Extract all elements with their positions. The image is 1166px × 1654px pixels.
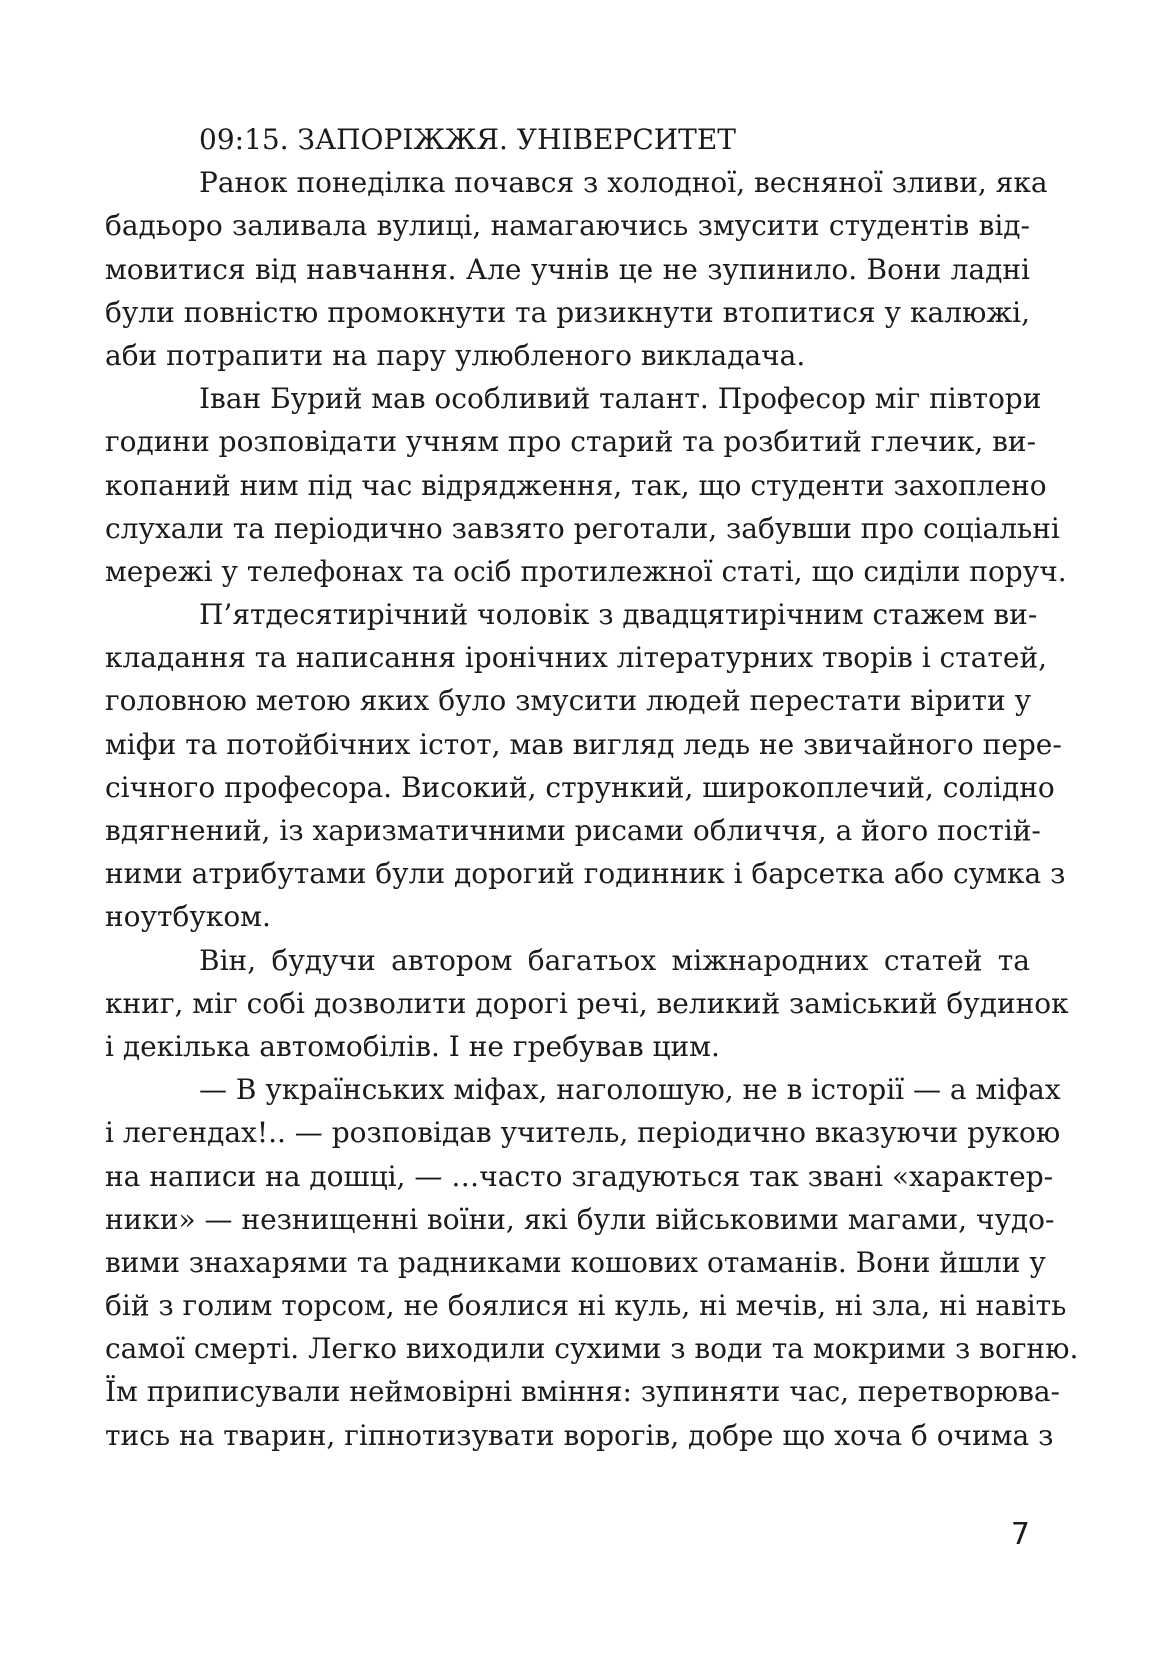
text-line: ноутбуком.: [105, 900, 271, 934]
text-line: мовитися від навчання. Але учнів це не зупинило. Вони ладні: [105, 252, 1030, 286]
text-line: книг, міг собі дозволити дорогі речі, великий заміський будинок: [105, 986, 1069, 1020]
text-line: Він, будучи автором багатьох міжнародних статей та: [199, 943, 1030, 977]
text-line: міфи та потойбічних істот, мав вигляд ледь не звичайного пере-: [105, 727, 1062, 761]
text-line: були повністю промокнути та ризикнути втопитися у калюжі,: [105, 295, 1030, 329]
text-line: і декілька автомобілів. І не гребував цим.: [105, 1029, 720, 1063]
text-line: аби потрапити на пару улюбленого викладача.: [105, 338, 806, 372]
chapter-heading: 09:15. ЗАПОРІЖЖЯ. УНІВЕРСИТЕТ: [199, 123, 736, 156]
text-line: вдягнений, із харизматичними рисами обличчя, а його постій-: [105, 814, 1041, 847]
text-line: мережі у телефонах та осіб протилежної статі, що сиділи поруч.: [105, 554, 1067, 588]
text-line: кладання та написання іронічних літературних творів і статей,: [105, 641, 1048, 675]
text-line: вими знахарями та радниками кошових отаманів. Вони йшли у: [105, 1245, 1046, 1279]
text-line: бадьоро заливала вулиці, намагаючись змусити студентів від-: [105, 209, 1030, 243]
page-number: 7: [1010, 1517, 1030, 1552]
page-text: [105, 118, 1079, 1457]
text-line: тись на тварин, гіпнотизувати ворогів, добре що хоча б очима з: [105, 1418, 1054, 1452]
text-line: копаний ним під час відрядження, так, що студенти захоплено: [105, 468, 1047, 502]
text-line: Ранок понеділка почався з холодної, весняної зливи, яка: [199, 166, 1048, 200]
text-line: години розповідати учням про старий та розбитий глечик, ви-: [105, 425, 1037, 459]
text-line: січного професора. Високий, стрункий, широкоплечий, солідно: [105, 770, 1055, 804]
text-line: П’ятдесятирічний чоловік з двадцятирічним стажем ви-: [199, 598, 1038, 632]
text-line: Їм приписували неймовірні вміння: зупиняти час, перетворюва-: [105, 1375, 1060, 1409]
text-line: — В українських міфах, наголошую, не в історії — а міфах: [199, 1073, 1061, 1107]
text-line: самої смерті. Легко виходили сухими з води та мокрими з вогню.: [105, 1332, 1079, 1366]
text-line: ники» — незнищенні воїни, які були військовими магами, чудо-: [105, 1202, 1055, 1236]
text-line: Іван Бурий мав особливий талант. Професор міг півтори: [199, 382, 1042, 416]
text-line: на написи на дошці, — …часто згадуються так звані «характер-: [105, 1159, 1054, 1193]
text-line: головною метою яких було змусити людей перестати вірити у: [105, 684, 1032, 718]
text-line: слухали та періодично завзято реготали, забувши про соціальні: [105, 511, 1060, 545]
text-line: ними атрибутами були дорогий годинник і барсетка або сумка з: [105, 857, 1066, 891]
text-line: і легендах!.. — розповідав учитель, періодично вказуючи рукою: [105, 1116, 1061, 1150]
text-line: бій з голим торсом, не боялися ні куль, ні мечів, ні зла, ні навіть: [105, 1289, 1067, 1323]
